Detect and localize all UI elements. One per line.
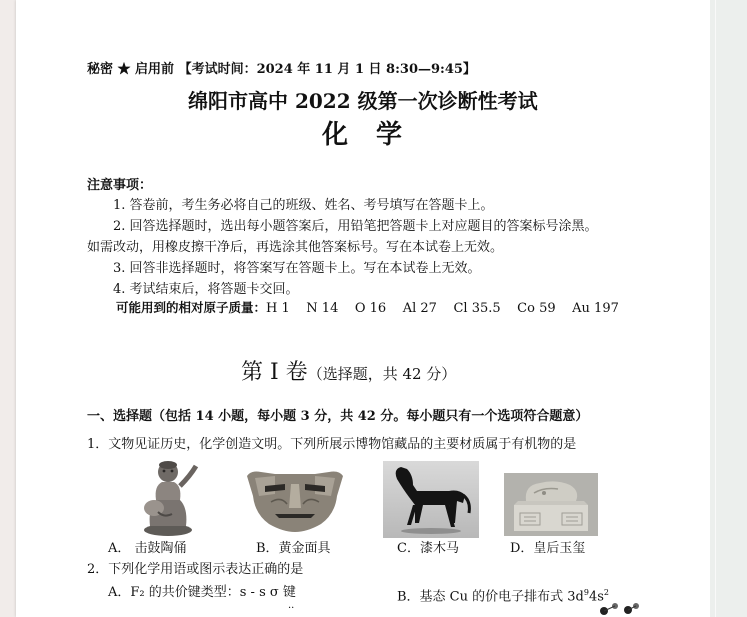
q2-option-b-sup1: 9 <box>583 588 589 597</box>
q2-option-b-sup2: 2 <box>603 588 610 597</box>
secret-line: 秘密 ★ 启用前 【考试时间：2024 年 11 月 1 日 8:30—9:45】 <box>87 62 476 77</box>
atomic-mass-values: H 1 N 14 O 16 Al 27 Cl 35.5 Co 59 Au 197 <box>266 301 619 316</box>
lacquer-horse-image <box>383 461 479 538</box>
jade-seal-image <box>504 473 598 536</box>
molecule-icon <box>598 600 640 617</box>
q1-option-b: B．黄金面具 <box>256 541 331 556</box>
q1-option-a: A． 击鼓陶俑 <box>108 541 187 556</box>
section-1-heading: 一、选择题（包括 14 小题，每小题 3 分，共 42 分。每小题只有一个选项符合题意） <box>87 409 589 424</box>
question-1-stem: 1．文物见证历史，化学创造文明。下列所展示博物馆藏品的主要材质属于有机物的是 <box>87 437 577 452</box>
q2-option-b-prefix: B．基态 Cu 的价电子排布式 3d <box>397 589 584 605</box>
electron-dots-icon: ·· <box>288 603 295 614</box>
exam-title: 绵阳市高中 2022 级第一次诊断性考试 <box>188 89 538 113</box>
part-1-subtitle: （选择题，共 42 分） <box>307 365 457 383</box>
q2-option-b-mid: 4s <box>588 589 604 605</box>
subject-title: 化学 <box>322 120 431 150</box>
notice-item-2: 2. 回答选择题时，选出每小题答案后，用铅笔把答题卡上对应题目的答案标号涂黑。 <box>113 219 598 234</box>
right-margin-strip <box>710 0 747 617</box>
question-2-stem: 2．下列化学用语或图示表达正确的是 <box>87 562 304 577</box>
notice-item-4: 4. 考试结束后，将答题卡交回。 <box>113 282 299 297</box>
part-1-title: 第 I 卷 <box>241 360 308 385</box>
notice-heading: 注意事项： <box>87 178 153 193</box>
q2-option-a: A．F₂ 的共价键类型：s - s σ 键 <box>108 585 296 600</box>
notice-item-2-cont: 如需改动，用橡皮擦干净后，再选涂其他答案标号。写在本试卷上无效。 <box>87 240 504 255</box>
notice-item-1: 1. 答卷前，考生务必将自己的班级、姓名、考号填写在答题卡上。 <box>113 198 494 213</box>
atomic-mass-label: 可能用到的相对原子质量： <box>116 300 267 315</box>
pottery-drummer-image <box>128 456 208 538</box>
notice-item-3: 3. 回答非选择题时，将答案写在答题卡上。写在本试卷上无效。 <box>113 261 481 276</box>
q1-option-c: C．漆木马 <box>397 541 459 556</box>
part-1-heading <box>241 360 456 387</box>
gold-mask-image <box>241 466 349 534</box>
q2-option-b <box>397 584 609 605</box>
atomic-mass-line <box>116 299 619 317</box>
q1-option-d: D．皇后玉玺 <box>510 541 586 556</box>
